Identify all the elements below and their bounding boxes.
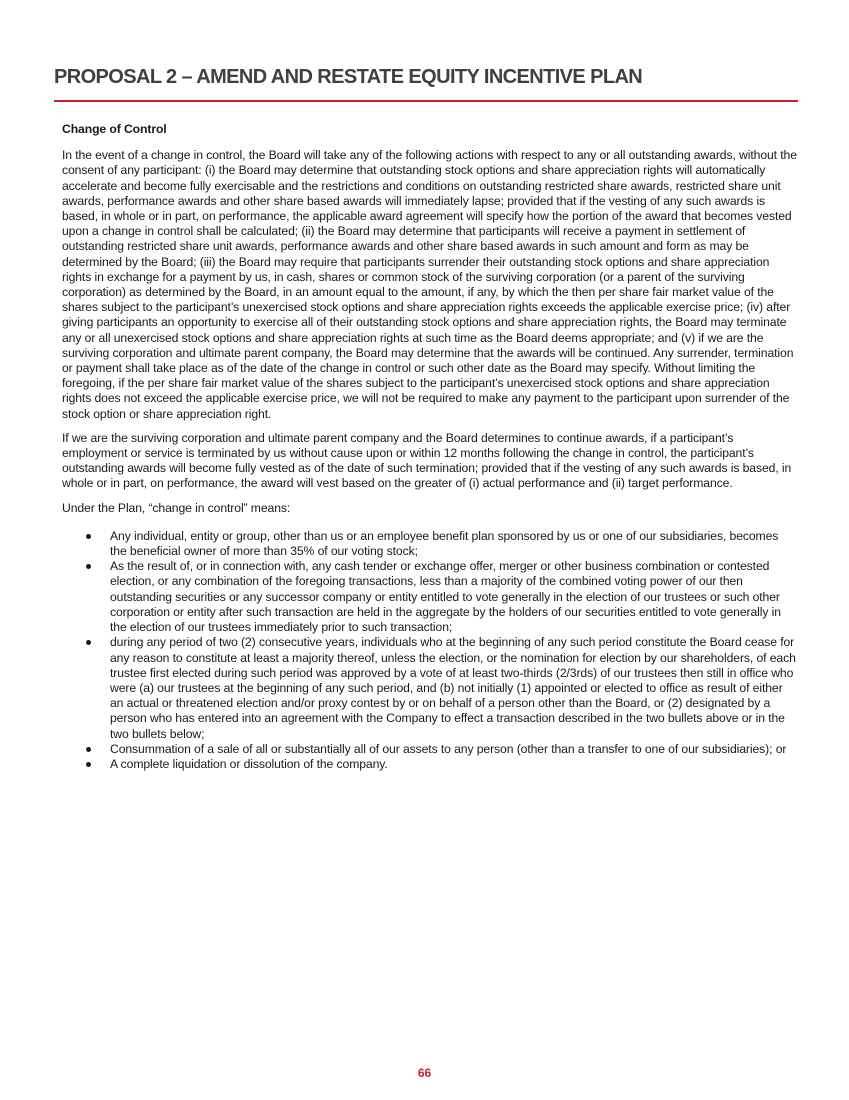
list-item (62, 635, 798, 741)
section-heading: Change of Control (62, 122, 167, 136)
list-item-text: A complete liquidation or dissolution of the company. (110, 756, 388, 771)
header-divider (54, 100, 798, 102)
list-item-text: Any individual, entity or group, other than us or an employee benefit plan sponsored by us or one of our subsidiaries, becomes the beneficial owner of more than 35% of our voting stock; (110, 528, 779, 559)
bullet-icon (86, 747, 91, 752)
list-item-text: As the result of, or in connection with, any cash tender or exchange offer, merger or other business combination or contested election, or any combination of the foregoing transactions, less than a majority of the combined voting power of our then outstanding securities or any successor company or entity entitled to vote generally in the election of our trustees or such other corporation or entity after such transaction are held in the aggregate by the holders of our securities entitled to vote generally in the election of our trustees immediately prior to such transaction; (110, 559, 781, 635)
page-title: PROPOSAL 2 – AMEND AND RESTATE EQUITY INCENTIVE PLAN (54, 66, 643, 88)
list-item (62, 559, 798, 635)
paragraph-change-of-control-actions: In the event of a change in control, the Board will take any of the following actions with respect to any or all outstanding awards, without the consent of any participant: (i) the Board may determine that outstanding stock options and share appreciation rights will automatically accelerate and become fully exercisable and the restrictions and conditions on outstanding restricted share awards, restricted share unit awards, performance awards and other share based awards will immediately lapse; provided that if the vesting of any such awards is based, in whole or in part, on performance, the applicable award agreement will specify how the portion of the award that becomes vested upon a change in control shall be calculated; (ii) the Board may determine that participants will receive a payment in settlement of outstanding restricted share unit awards, performance awards and other share based awards in such amount and form as may be determined by the Board; (iii) the Board may require that participants surrender their outstanding stock options and share appreciation rights in exchange for a payment by us, in cash, shares or common stock of the surviving corporation (or a parent of the surviving corporation) as determined by the Board, in an amount equal to the amount, if any, by which the then per share fair market value of the shares subject to the participant’s unexercised stock options and share appreciation rights exceeds the applicable exercise price; (iv) after giving participants an opportunity to exercise all of their outstanding stock options and share appreciation rights, the Board may terminate any or all unexercised stock options and share appreciation rights at such time as the Board deems appropriate; and (v) if we are the surviving corporation and ultimate parent company, the Board may determine that the awards will be continued. Any surrender, termination or payment shall take place as of the date of the change in control or such other date as the Board may specify. Without limiting the foregoing, if the per share fair market value of the shares subject to the participant’s unexercised stock options and share appreciation rights does not exceed the applicable exercise price, we will not be required to make any payment to the participant upon surrender of the stock option or share appreciation right. (62, 148, 797, 421)
bullet-icon (86, 640, 91, 645)
list-item (62, 529, 798, 559)
document-body (62, 122, 798, 772)
list-item-text: Consummation of a sale of all or substantially all of our assets to any person (other than a transfer to one of our subsidiaries); or (110, 741, 787, 756)
paragraph-continued-awards: If we are the surviving corporation and ultimate parent company and the Board determines to continue awards, if a participant’s employment or service is terminated by us without cause upon or within 12 months following the change in control, the participant’s outstanding awards will become fully vested as of the date of such termination; provided that if the vesting of any such awards is based, in whole or in part, on performance, the award will vest based on the greater of (i) actual performance and (ii) target performance. (62, 430, 792, 491)
paragraph-definition-intro: Under the Plan, “change in control” means: (62, 500, 291, 515)
list-item (62, 757, 798, 772)
page-number: 66 (417, 1066, 432, 1080)
list-item-text: during any period of two (2) consecutive years, individuals who at the beginning of any such period constitute the Board cease for any reason to constitute at least a majority thereof, unless the election, or the nomination for election by our shareholders, of each trustee first elected during such period was approved by a vote of at least two-thirds (2/3rds) of our trustees then still in office who were (a) our trustees at the beginning of any such period, and (b) not initially (1) appointed or elected to office as result of either an actual or threatened election and/or proxy contest by or on behalf of a person other than the Board, or (2) designated by a person who has entered into an agreement with the Company to effect a transaction described in the two bullets above or in the two bullets below; (110, 635, 796, 741)
bullet-icon (86, 534, 91, 539)
bullet-icon (86, 762, 91, 767)
list-item (62, 742, 798, 757)
bullet-icon (86, 564, 91, 569)
change-in-control-list (62, 529, 798, 772)
page-header (54, 64, 798, 90)
